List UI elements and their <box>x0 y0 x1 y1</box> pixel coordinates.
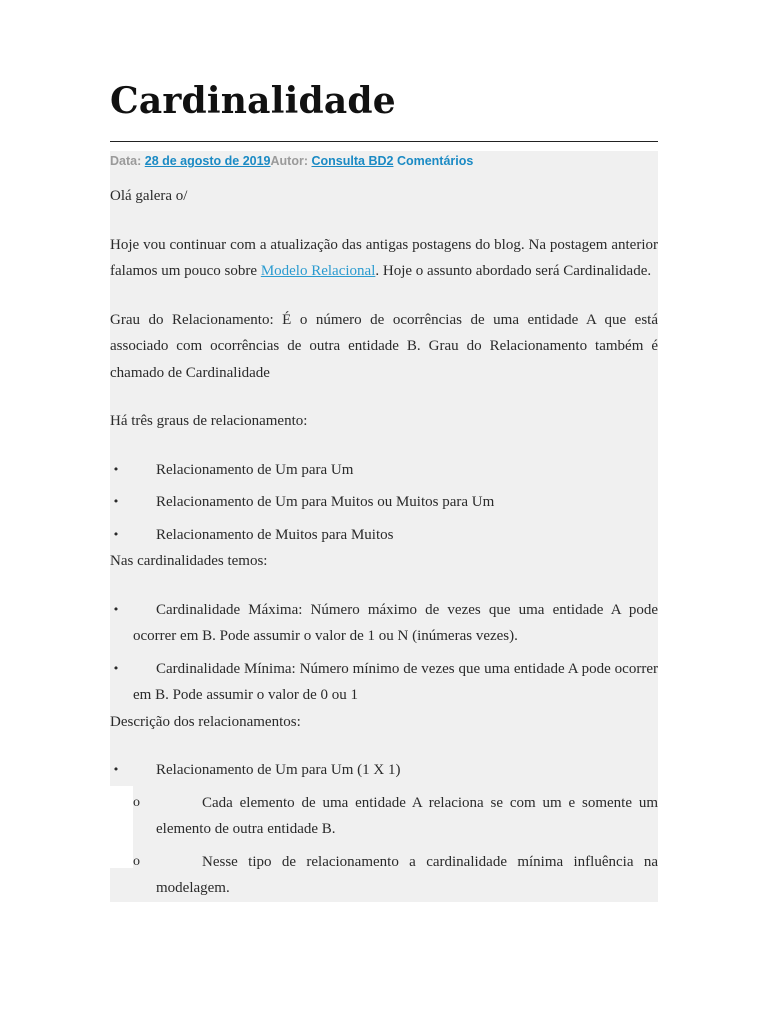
bullet-icon: • <box>112 527 120 541</box>
intro-text-before: Hoje vou continuar com a atualização das antigas postagens do blog. Na postagem anterior falamos um pouco sobre <box>110 236 658 279</box>
list-item: • Relacionamento de Muitos para Muitos <box>110 522 658 549</box>
cardinalities-heading: Nas cardinalidades temos: <box>110 553 268 569</box>
bullet-icon: • <box>112 661 120 675</box>
date-label: Data: <box>110 154 142 168</box>
degrees-heading: Há três graus de relacionamento: <box>110 413 308 429</box>
list-item: • Relacionamento de Um para Muitos ou Muitos para Um <box>110 489 658 516</box>
indent-gutter <box>110 786 133 868</box>
intro-paragraph <box>110 232 658 285</box>
relation-details-list <box>110 790 658 902</box>
bullet-icon: • <box>112 495 120 508</box>
modelo-relacional-link[interactable]: Modelo Relacional <box>260 263 376 279</box>
list-item: • Relacionamento de Um para Um (1 X 1) <box>110 757 658 784</box>
title-divider <box>110 141 658 142</box>
post-body <box>110 151 658 902</box>
circle-bullet-icon: o <box>133 794 140 810</box>
bullet-icon: • <box>112 763 120 776</box>
degrees-list <box>110 457 658 549</box>
list-item: • Relacionamento de Um para Um <box>110 457 658 484</box>
bullet-icon: • <box>112 602 120 616</box>
list-item: o Cada elemento de uma entidade A relaciona se com um e somente um elemento de outra entidade B. <box>133 790 658 843</box>
date-link[interactable]: 28 de agosto de 2019 <box>144 154 271 168</box>
post-meta <box>110 151 658 171</box>
relations-list <box>110 757 658 784</box>
definition-paragraph: Grau do Relacionamento: É o número de ocorrências de uma entidade A que está associado com ocorrências de outra entidade B. Grau do Relacionamento também é chamado de Cardinalidade <box>110 311 658 381</box>
cardinalities-list <box>110 597 658 709</box>
author-link[interactable]: Consulta BD2 <box>311 154 394 168</box>
page-title: Cardinalidade <box>110 80 396 122</box>
list-item: o Nesse tipo de relacionamento a cardinalidade mínima influência na modelagem. <box>133 849 658 902</box>
list-item: • Cardinalidade Mínima: Número mínimo de vezes que uma entidade A pode ocorrer em B. Pode assumir o valor de 0 ou 1 <box>110 656 658 709</box>
intro-text-after: . Hoje o assunto abordado será Cardinalidade. <box>375 263 652 279</box>
comments-link[interactable]: Comentários <box>396 154 474 168</box>
bullet-icon: • <box>112 462 120 476</box>
greeting: Olá galera o/ <box>110 188 188 204</box>
author-label: Autor: <box>270 154 309 168</box>
description-heading: Descrição dos relacionamentos: <box>110 713 301 730</box>
circle-bullet-icon: o <box>133 853 140 869</box>
list-item: • Cardinalidade Máxima: Número máximo de vezes que uma entidade A pode ocorrer em B. Pode assumir o valor de 1 ou N (inúmeras vezes). <box>110 597 658 650</box>
